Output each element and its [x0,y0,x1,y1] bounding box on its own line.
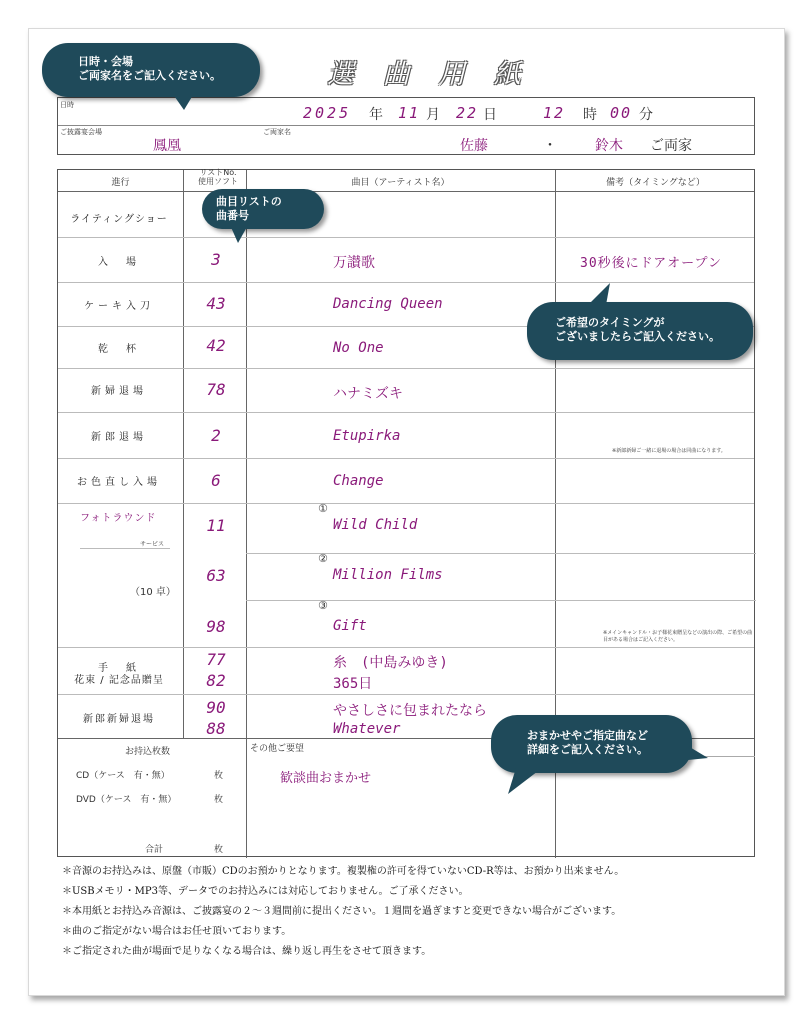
callout-tail [170,90,200,112]
col-notes: 備考（タイミングなど） [606,178,705,188]
callout-tail [230,225,254,245]
day-unit: 日 [483,107,497,123]
song-title[interactable]: Gift [333,618,367,634]
list-number[interactable]: 42 [206,336,226,355]
row-label-bouquet: 花束 / 記念品贈呈 [74,675,164,686]
page-title: 選 曲 用 紙 [327,59,531,90]
row-label-letter: 手 紙 [98,663,140,674]
tables-count: （10 卓） [130,587,176,598]
footnote: ＊曲のご指定がない場合はお任せ頂いております。 [62,926,292,937]
marker-2: ② [318,552,328,565]
callout-details: おまかせやご指定曲など 詳細をご記入ください。 [491,715,692,773]
bring-cd: CD（ケース 有・無） [76,771,170,781]
month-value[interactable]: 11 [398,104,421,122]
row-label-lighting: ライティングショー [70,214,168,225]
row-label-bride-exit: 新婦退場 [91,386,147,397]
family1-value[interactable]: 佐藤 [460,138,488,154]
song-title[interactable]: Etupirka [333,428,401,444]
list-number[interactable]: 88 [206,719,226,738]
list-number[interactable]: 98 [206,617,226,636]
bring-total-unit: 枚 [214,845,224,855]
bring-total: 合計 [145,845,164,855]
list-number[interactable]: 6 [211,471,221,490]
song-title[interactable]: Whatever [333,721,401,737]
family2-value[interactable]: 鈴木 [595,138,623,154]
song-title[interactable]: 365日 [333,676,373,692]
callout-datetime: 日時・会場 ご両家名をご記入ください。 [42,43,260,97]
other-value[interactable]: 歓談曲おまかせ [280,771,372,786]
timing-note[interactable]: 30秒後にドアオープン [580,256,722,271]
row-label-redress: お色直し入場 [77,477,161,488]
bring-title: お持込枚数 [125,747,171,757]
minute-unit: 分 [639,107,653,123]
list-number[interactable]: 2 [211,426,221,445]
footnote: ＊ご指定された曲が場面で足りなくなる場合は、繰り返し再生をさせて頂きます。 [62,946,432,957]
col-song: 曲目（アーティスト名） [351,178,450,188]
other-label: その他ご要望 [250,744,305,754]
list-number[interactable]: 77 [206,650,226,669]
list-number[interactable]: 43 [206,294,226,313]
marker-1: ① [318,502,328,515]
song-title[interactable]: 糸 (中島みゆき) [333,655,448,671]
row-label-cake: ケーキ入刀 [84,301,154,312]
header-block [57,97,755,155]
day-value[interactable]: 22 [456,104,479,122]
song-title[interactable]: No One [333,340,384,356]
callout-tail [508,768,544,794]
groom-exit-note: ※新郎新婦ご一緒に退場の場合は同曲になります。 [612,448,726,454]
footnotes [62,862,624,962]
col-list-no: リストNo. 使用ソフト [198,168,238,186]
datetime-label: 日時 [60,101,74,109]
row-label-photoround: フォトラウンド [80,513,157,524]
list-number[interactable]: 63 [206,566,226,585]
row-label-entrance: 入 場 [98,257,140,268]
hour-value[interactable]: 12 [543,104,566,122]
venue-label: ご披露宴会場 [60,128,102,136]
year-unit: 年 [369,107,383,123]
footnote: ＊本用紙とお持込み音源は、ご披露宴の２～３週間前に提出ください。１週間を過ぎますと変更できない場合がございます。 [62,906,622,917]
minute-value[interactable]: 00 [610,104,633,122]
callout-timing: ご希望のタイミングが ございましたらご記入ください。 [527,302,753,360]
row-label-final-exit: 新郎新婦退場 [83,714,155,725]
list-number[interactable]: 78 [206,380,226,399]
callout-tail [582,283,610,305]
song-title[interactable]: ハナミズキ [333,386,403,402]
venue-value[interactable]: 鳳凰 [153,138,181,154]
month-unit: 月 [426,107,440,123]
bring-cd-unit: 枚 [214,771,224,781]
list-number[interactable]: 90 [206,698,226,717]
family-suffix: ご両家 [650,138,692,154]
song-title[interactable]: Million Films [333,567,443,583]
callout-tail [688,746,708,762]
photoround-sub: サービス [140,541,165,548]
song-title[interactable]: Dancing Queen [333,296,443,312]
row-label-groom-exit: 新郎退場 [91,432,147,443]
list-number[interactable]: 11 [206,516,226,535]
song-title[interactable]: 万讃歌 [333,255,375,271]
row-label-toast: 乾 杯 [98,344,140,355]
footnote: ＊音源のお持込みは、原盤（市販）CDのお預かりとなります。複製権の許可を得ていないCD-R等は、お預かり出来ません。 [62,866,625,877]
candle-note: ※メインキャンドル・お子様花束贈呈などの演出の際、ご希望の曲目がある場合はご記入ください。 [603,630,753,643]
song-title[interactable]: Wild Child [333,517,418,533]
footnote: ＊USBメモリ・MP3等、データでのお持込みには対応しておりません。ご了承ください。 [62,886,469,897]
bring-dvd: DVD（ケース 有・無） [76,795,177,805]
song-title[interactable]: やさしさに包まれたなら [333,703,487,719]
year-value[interactable]: 2025 [303,104,352,122]
song-title[interactable]: Change [333,473,384,489]
list-number[interactable]: 3 [211,250,221,269]
list-number[interactable]: 82 [206,671,226,690]
family-label: ご両家名 [263,128,291,136]
family-separator: ・ [543,138,557,154]
col-progress: 進行 [111,178,130,188]
bring-dvd-unit: 枚 [214,795,224,805]
callout-list-number: 曲目リストの 曲番号 [202,189,324,229]
marker-3: ③ [318,599,328,612]
hour-unit: 時 [583,107,597,123]
